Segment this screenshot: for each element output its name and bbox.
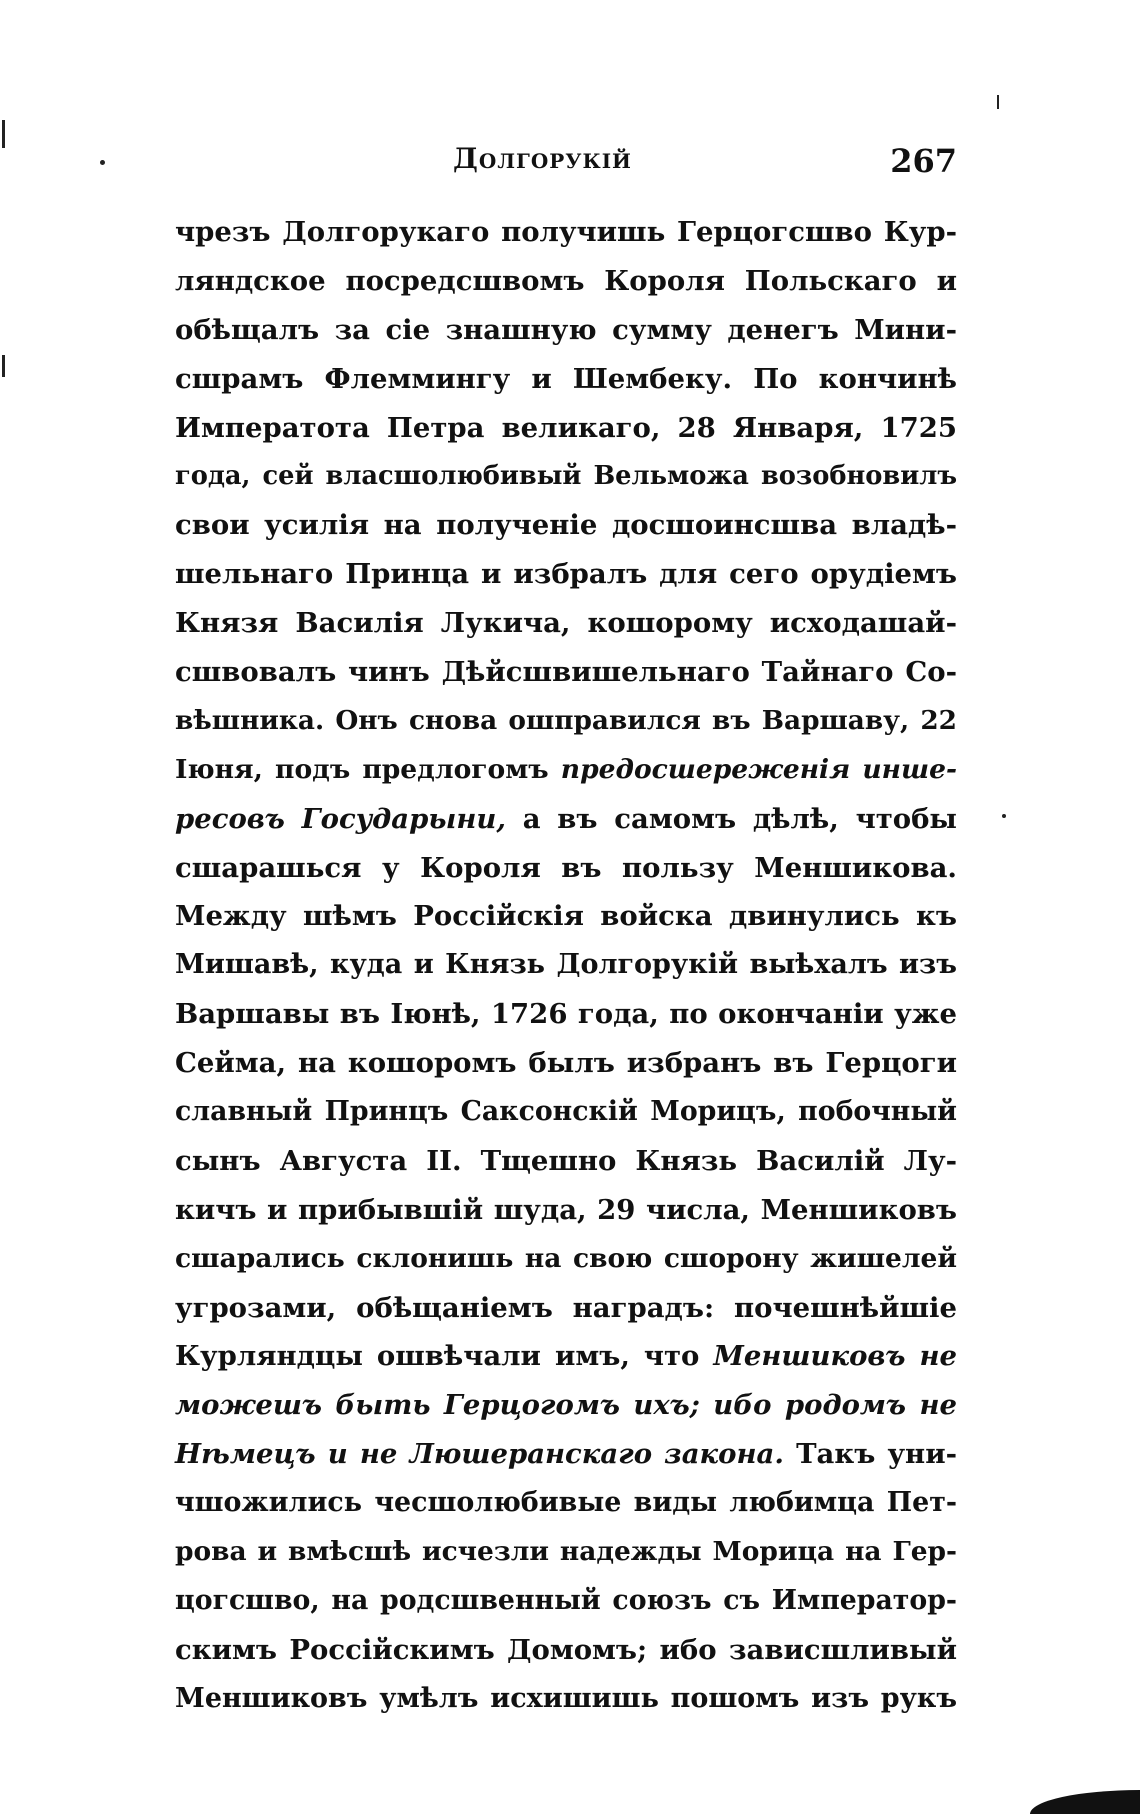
text-line (175, 501, 957, 550)
corner-scan-smudge (1030, 1790, 1140, 1814)
text-line (175, 941, 957, 990)
text-run: рова и вмѣсшѣ исчезли надежды Морица на Гер- (175, 1536, 957, 1568)
text-run: Мишавѣ, куда и Князь Долгорукій выѣхалъ изъ (175, 949, 957, 981)
text-line (175, 1186, 957, 1235)
text-run: сшвовалъ чинъ Дѣйсшвишельнаго Тайнаго Со- (175, 656, 957, 689)
text-line (175, 1626, 957, 1675)
text-run: года, сей власшолюбивый Вельможа возобновилъ (175, 461, 957, 492)
text-run: Такъ уни- (783, 1438, 958, 1471)
italic-text: можешъ быть Герцогомъ ихъ; ибо родомъ не (175, 1389, 957, 1422)
text-line (175, 892, 957, 941)
text-run: шельнаго Принца и избралъ для сего орудіемъ (175, 558, 957, 591)
text-run: а въ самомъ дѣлѣ, чтобы (505, 802, 957, 835)
text-line (175, 1137, 957, 1186)
text-line (175, 990, 957, 1039)
text-line (175, 795, 957, 844)
text-line (175, 1332, 957, 1381)
italic-text: Нѣмецъ и не Люшеранскаго закона. (175, 1438, 784, 1471)
text-line (175, 1675, 957, 1724)
text-line (175, 746, 957, 795)
text-run: чрезъ Долгорукаго получишь Герцогсшво Кур- (175, 216, 957, 248)
italic-text: Меншиковъ не (713, 1340, 958, 1373)
text-line (175, 208, 957, 257)
text-run: Сейма, на кошоромъ былъ избранъ въ Герцоги (175, 1047, 957, 1080)
text-line (175, 1577, 957, 1626)
left-margin-mark (2, 120, 5, 148)
text-line (175, 1039, 957, 1088)
text-run: ляндское посредсшвомъ Короля Польскаго и (175, 264, 957, 297)
text-line (175, 452, 957, 501)
text-run: Меншиковъ умѣлъ исхишишь пошомъ изъ рукъ (175, 1682, 957, 1714)
text-line (175, 648, 957, 697)
text-run: Курляндцы ошвѣчали имъ, что (175, 1340, 714, 1373)
left-margin-mark (2, 355, 5, 377)
text-line (175, 1235, 957, 1284)
left-margin-dot (100, 160, 105, 165)
text-line (175, 1381, 957, 1430)
text-run: славный Принцъ Саксонскій Морицъ, побочный (175, 1096, 957, 1128)
text-run: вѣшника. Онъ снова ошправился въ Варшаву, 22 (175, 704, 957, 736)
text-run: свои усилія на полученіе досшоинсшва владѣ- (175, 509, 957, 542)
text-run: скимъ Россійскимъ Домомъ; ибо зависшливый (175, 1633, 957, 1666)
text-run: Императота Петра великаго, 28 Января, 1725 (175, 411, 957, 444)
text-run: Варшавы въ Іюнѣ, 1726 года, по окончаніи уже (175, 998, 957, 1031)
right-margin-mark (997, 95, 999, 109)
text-run: Іюня, подъ предлогомъ (175, 753, 561, 785)
text-run: обѣщалъ за сіе знашную сумму денегъ Мини- (175, 313, 957, 346)
text-line (175, 257, 957, 306)
italic-text: предосшереженія инше- (560, 753, 957, 785)
text-run: сшарались склонишь на свою сшорону жишелей (175, 1242, 957, 1274)
text-line (175, 1430, 957, 1479)
text-line (175, 1528, 957, 1577)
running-title: Долгорукій (453, 142, 632, 175)
text-line (175, 404, 957, 453)
text-run: сшарашься у Короля въ пользу Меншикова. (175, 851, 957, 884)
text-line (175, 599, 957, 648)
text-run: кичъ и прибывшій шуда, 29 числа, Меншиковъ (175, 1193, 957, 1226)
text-run: цогсшво, на родсшвенный союзъ съ Император- (175, 1584, 957, 1616)
text-line (175, 1479, 957, 1528)
text-line (175, 1284, 957, 1333)
text-line (175, 550, 957, 599)
text-run: чшожились чесшолюбивые виды любимца Пет- (175, 1487, 957, 1519)
running-head (175, 142, 957, 188)
text-run: Между шѣмъ Россійскія войска двинулись къ (175, 900, 957, 933)
text-run: сынъ Августа II. Тщешно Князь Василій Лу- (175, 1144, 957, 1177)
text-line (175, 306, 957, 355)
text-line (175, 1088, 957, 1137)
text-line (175, 697, 957, 746)
text-run: угрозами, обѣщаніемъ наградъ: почешнѣйшіе (175, 1291, 957, 1324)
page-number: 267 (890, 142, 957, 180)
right-margin-dot (1002, 814, 1006, 818)
text-line (175, 844, 957, 893)
body-text (175, 208, 957, 1724)
italic-text: ресовъ Государыни, (175, 802, 506, 835)
text-line (175, 355, 957, 404)
text-run: Князя Василія Лукича, кошорому исходашай- (175, 607, 957, 640)
text-run: сшрамъ Флеммингу и Шембеку. По кончинѣ (175, 362, 957, 395)
